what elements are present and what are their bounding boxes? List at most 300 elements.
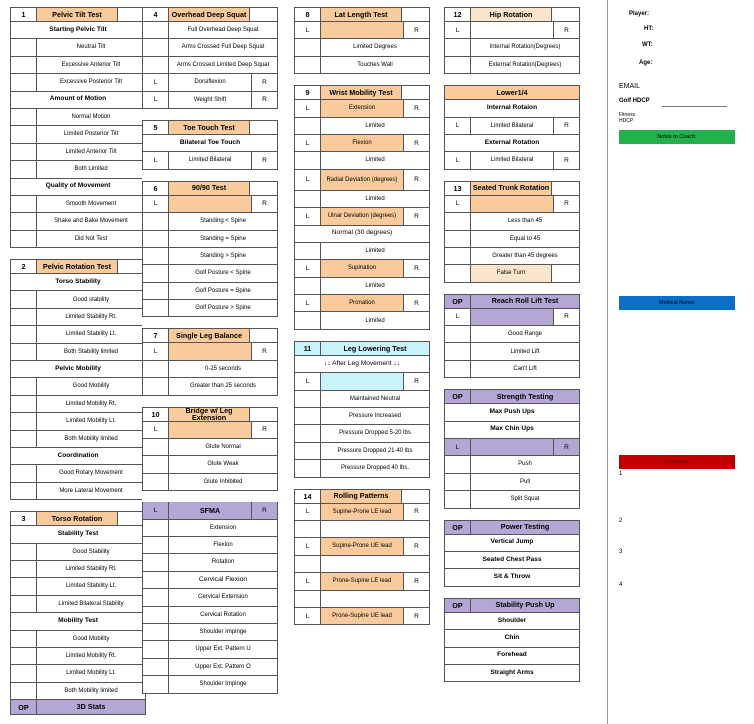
checkbox[interactable] xyxy=(445,326,471,342)
left-right-row xyxy=(444,309,580,326)
exercise-number-1: 1 xyxy=(619,471,623,477)
exercises-bar[interactable]: Exercises: xyxy=(619,455,735,469)
pressure-increased-option[interactable] xyxy=(294,408,430,425)
weight-label: WT: xyxy=(642,42,653,48)
checkbox[interactable] xyxy=(295,443,321,459)
bilateral-toe-touch-label: Bilateral Toe Touch xyxy=(179,138,241,146)
checkbox[interactable] xyxy=(11,431,37,447)
right-side-box[interactable]: R xyxy=(403,573,429,589)
checkbox[interactable] xyxy=(11,544,37,560)
checkbox[interactable] xyxy=(445,491,471,507)
checkbox[interactable] xyxy=(143,39,169,55)
limited-mobility-rt-option[interactable] xyxy=(10,396,146,413)
maintained-neutral-option[interactable] xyxy=(294,391,430,408)
left-side-box[interactable]: L xyxy=(295,260,321,276)
right-side-box[interactable]: R xyxy=(403,170,429,190)
blank-label xyxy=(169,196,251,212)
left-side-box[interactable]: L xyxy=(143,343,169,359)
right-side-box[interactable]: R xyxy=(403,22,429,38)
right-side-box[interactable]: R xyxy=(251,92,277,108)
blank-label xyxy=(321,373,403,389)
lat-length-test-label: Lat Length Test xyxy=(321,8,402,21)
left-side-box[interactable]: L xyxy=(143,196,169,212)
limited-option[interactable] xyxy=(294,243,430,260)
smooth-movement-option[interactable] xyxy=(10,196,146,213)
limited-option[interactable] xyxy=(294,118,430,135)
section-gap xyxy=(444,509,580,520)
checkbox[interactable] xyxy=(11,378,37,394)
quality-of-movement-row xyxy=(10,179,146,196)
checkbox[interactable] xyxy=(295,556,321,572)
limited-stability-lt-option[interactable] xyxy=(10,578,146,595)
section-number: 2 xyxy=(11,260,37,273)
right-side-box[interactable]: R xyxy=(403,100,429,116)
right-side-box[interactable]: R xyxy=(553,196,579,212)
did-not-test-option[interactable] xyxy=(10,231,146,248)
standing-spine-option[interactable] xyxy=(142,231,278,248)
extension-option[interactable] xyxy=(142,520,278,537)
checkbox[interactable] xyxy=(143,361,169,377)
left-right-row xyxy=(294,373,430,390)
shake-and-bake-movement-option[interactable] xyxy=(10,213,146,230)
limited-option[interactable] xyxy=(294,152,430,169)
full-overhead-deep-squat-option[interactable] xyxy=(142,22,278,39)
touches-wall-label: Touches Wall xyxy=(357,61,393,68)
limited-posterior-tilt-option[interactable] xyxy=(10,126,146,143)
checkbox[interactable] xyxy=(143,456,169,472)
checkbox[interactable] xyxy=(295,425,321,441)
left-side-box[interactable]: L xyxy=(143,92,169,108)
checkbox[interactable] xyxy=(295,118,321,134)
both-mobility-limited-option[interactable] xyxy=(10,683,146,700)
checkbox[interactable] xyxy=(295,191,321,207)
arms-crossed-full-deep-squat-label: Arms Crossed Full Deep Squat xyxy=(181,44,265,51)
checkbox[interactable] xyxy=(11,396,37,412)
checkbox[interactable] xyxy=(11,683,37,699)
excessive-anterior-tilt-option[interactable] xyxy=(10,57,146,74)
pressure-dropped-5-20-lbs-option[interactable] xyxy=(294,425,430,442)
coordination-label: Coordination xyxy=(57,451,99,459)
blank-option[interactable] xyxy=(294,591,430,608)
standing-spine-label: Standing > Spine xyxy=(200,252,246,259)
checkbox[interactable] xyxy=(11,309,37,325)
blank-option[interactable] xyxy=(294,556,430,573)
left-side-box[interactable]: L xyxy=(445,309,471,325)
checkbox[interactable] xyxy=(143,641,169,657)
checkbox[interactable] xyxy=(445,361,471,377)
golf-posture-spine-label: Golf Posture = Spine xyxy=(195,287,251,294)
right-side-box[interactable]: R xyxy=(553,118,579,134)
checkbox[interactable] xyxy=(143,676,169,692)
height-label: HT: xyxy=(644,26,654,32)
left-side-box[interactable]: L xyxy=(295,170,321,190)
torso-rotation-label: Torso Rotation xyxy=(37,512,118,525)
right-side-box[interactable]: R xyxy=(553,152,579,168)
checkbox[interactable] xyxy=(11,213,37,229)
limited-stability-rt-option[interactable] xyxy=(10,561,146,578)
section-number: 3 xyxy=(11,512,37,525)
left-side-box[interactable]: L xyxy=(295,208,321,224)
leg-lowering-test-header xyxy=(294,341,430,356)
standing-spine-option[interactable] xyxy=(142,213,278,230)
seated-chest-pass-label: Seated Chest Pass xyxy=(482,555,542,563)
right-side-box[interactable]: R xyxy=(251,422,277,438)
90-90-test-header xyxy=(142,181,278,196)
section-gap xyxy=(294,330,430,341)
left-side-box[interactable]: L xyxy=(445,22,471,38)
right-side-box[interactable]: R xyxy=(403,608,429,624)
checkbox[interactable] xyxy=(11,648,37,664)
pronation-row xyxy=(294,295,430,312)
limited-option[interactable] xyxy=(294,191,430,208)
right-side-box[interactable]: R xyxy=(251,502,277,518)
right-side-box[interactable]: R xyxy=(403,538,429,554)
right-side-box[interactable]: R xyxy=(403,373,429,389)
supine-prone-ue-lead-label: Supine-Prone UE lead xyxy=(321,538,403,554)
hip-rotation-header xyxy=(444,7,580,22)
good-mobility-label: Good Mobility xyxy=(72,383,110,390)
checkbox[interactable] xyxy=(295,391,321,407)
stability-test-row xyxy=(10,526,146,543)
internal-rotation-degrees-option[interactable] xyxy=(444,39,580,56)
can-t-lift-label: Can't Lift xyxy=(513,365,537,372)
checkbox[interactable] xyxy=(11,74,37,90)
good-mobility-option[interactable] xyxy=(10,631,146,648)
checkbox[interactable] xyxy=(11,326,37,342)
left-right-row xyxy=(142,196,278,213)
cervical-flexion-label: Cervical Flexion xyxy=(198,576,248,584)
checkbox[interactable] xyxy=(11,596,37,612)
pelvic-rotation-test-header xyxy=(10,259,146,274)
left-right-row xyxy=(444,196,580,213)
standing-spine-option[interactable] xyxy=(142,248,278,265)
left-side-box[interactable]: L xyxy=(143,152,169,168)
checkbox[interactable] xyxy=(445,39,471,55)
checkbox[interactable] xyxy=(11,126,37,142)
checkbox[interactable] xyxy=(143,659,169,675)
equal-to-45-option[interactable] xyxy=(444,231,580,248)
split-squat-option[interactable] xyxy=(444,491,580,508)
checkbox[interactable] xyxy=(11,196,37,212)
section-number: 9 xyxy=(295,86,321,99)
checkbox[interactable] xyxy=(143,300,169,316)
arms-crossed-limited-deep-squat-option[interactable] xyxy=(142,57,278,74)
limited-degrees-option[interactable] xyxy=(294,39,430,56)
checkbox[interactable] xyxy=(11,578,37,594)
checkbox[interactable] xyxy=(143,589,169,605)
limited-bilateral-stability-option[interactable] xyxy=(10,596,146,613)
shoulder-impinge-label: Shoulder Impinge xyxy=(199,628,247,635)
both-mobility-limited-label: Both Mobility limited xyxy=(64,435,118,442)
checkbox[interactable] xyxy=(295,39,321,55)
good-stability-label: Good stability xyxy=(72,296,110,303)
limited-stability-lt-label: Limited Stability Lt. xyxy=(65,583,117,590)
shoulder-impinge-option[interactable] xyxy=(142,676,278,693)
left-side-box[interactable]: L xyxy=(445,196,471,212)
external-rotation-degrees-option[interactable] xyxy=(444,57,580,74)
left-right-row xyxy=(294,22,430,39)
upper-ext-pattern-o-label: Upper Ext. Pattern O xyxy=(195,663,251,670)
amount-of-motion-row xyxy=(10,92,146,109)
checkbox[interactable] xyxy=(143,537,169,553)
external-rotation-row xyxy=(444,135,580,152)
good-mobility-option[interactable] xyxy=(10,378,146,395)
checkbox[interactable] xyxy=(11,561,37,577)
blank-label xyxy=(169,343,251,359)
ulnar-deviation-degrees-row xyxy=(294,208,430,225)
golf-posture-spine-option[interactable] xyxy=(142,265,278,282)
full-overhead-deep-squat-label: Full Overhead Deep Squat xyxy=(187,27,259,34)
more-lateral-movement-option[interactable] xyxy=(10,483,146,500)
checkbox[interactable] xyxy=(11,109,37,125)
did-not-test-label: Did Not Test xyxy=(74,235,108,242)
glute-normal-option[interactable] xyxy=(142,439,278,456)
checkbox[interactable] xyxy=(143,607,169,623)
both-stability-limited-option[interactable] xyxy=(10,344,146,361)
wrist-mobility-test-label: Wrist Mobility Test xyxy=(321,86,402,99)
prone-supine-ue-lead-row xyxy=(294,608,430,625)
0-25-seconds-option[interactable] xyxy=(142,361,278,378)
good-mobility-label: Good Mobility xyxy=(72,635,110,642)
checkbox[interactable] xyxy=(295,57,321,73)
left-side-box[interactable]: L xyxy=(445,118,471,134)
checkbox[interactable] xyxy=(11,57,37,73)
section-number: 10 xyxy=(143,408,169,421)
right-side-box[interactable]: R xyxy=(403,295,429,311)
checkbox[interactable] xyxy=(11,465,37,481)
flexion-option[interactable] xyxy=(142,537,278,554)
checkbox[interactable] xyxy=(11,631,37,647)
glute-weak-option[interactable] xyxy=(142,456,278,473)
right-side-box[interactable]: R xyxy=(251,196,277,212)
cervical-flexion-option[interactable] xyxy=(142,572,278,589)
checkbox[interactable] xyxy=(295,591,321,607)
glute-inhibited-option[interactable] xyxy=(142,474,278,491)
extension-row xyxy=(294,100,430,117)
good-stability-option[interactable] xyxy=(10,544,146,561)
checkbox[interactable] xyxy=(143,554,169,570)
good-rotary-movement-option[interactable] xyxy=(10,465,146,482)
limited-mobility-rt-option[interactable] xyxy=(10,648,146,665)
standing-spine-label: Standing = Spine xyxy=(200,235,246,242)
power-testing-label: Power Testing xyxy=(500,522,550,532)
excessive-posterior-tilt-option[interactable] xyxy=(10,74,146,91)
pull-option[interactable] xyxy=(444,474,580,491)
equal-to-45-label: Equal to 45 xyxy=(509,235,541,242)
left-side-box[interactable]: L xyxy=(295,608,321,624)
checkbox[interactable] xyxy=(11,483,37,499)
internal-rotaion-row xyxy=(444,100,580,117)
excessive-posterior-tilt-label: Excessive Posterior Tilt xyxy=(59,79,123,86)
dorsiflexion-row xyxy=(142,74,278,91)
3d-stats-label: 3D Stats xyxy=(76,702,106,712)
checkbox[interactable] xyxy=(11,39,37,55)
checkbox[interactable] xyxy=(295,278,321,294)
upper-ext-pattern-u-label: Upper Ext. Pattern U xyxy=(195,646,251,653)
checkbox[interactable] xyxy=(143,283,169,299)
left-side-box[interactable]: L xyxy=(143,502,169,518)
good-stability-option[interactable] xyxy=(10,291,146,308)
checkbox[interactable] xyxy=(143,439,169,455)
exercise-number-2: 2 xyxy=(619,518,623,524)
right-side-box[interactable]: R xyxy=(553,439,579,455)
left-right-row xyxy=(444,22,580,39)
checkbox[interactable] xyxy=(11,161,37,177)
radial-deviation-degrees-label: Radial Deviation (degrees) xyxy=(321,170,403,190)
both-mobility-limited-option[interactable] xyxy=(10,431,146,448)
push-option[interactable] xyxy=(444,456,580,473)
section-gap xyxy=(142,491,278,502)
section-number: 14 xyxy=(295,490,321,503)
good-range-option[interactable] xyxy=(444,326,580,343)
checkbox[interactable] xyxy=(295,243,321,259)
weight-shift-label: Weight Shift xyxy=(193,96,227,103)
upper-ext-pattern-u-option[interactable] xyxy=(142,641,278,658)
limited-bilateral-label: Limited Bilateral xyxy=(188,157,232,164)
golf-posture-spine-option[interactable] xyxy=(142,300,278,317)
upper-ext-pattern-o-option[interactable] xyxy=(142,659,278,676)
left-side-box[interactable]: L xyxy=(295,373,321,389)
checkbox[interactable] xyxy=(11,413,37,429)
section-gap xyxy=(444,378,580,389)
pressure-dropped-40-lbs-option[interactable] xyxy=(294,460,430,477)
cervical-extension-option[interactable] xyxy=(142,589,278,606)
right-side-box[interactable]: R xyxy=(403,260,429,276)
can-t-lift-option[interactable] xyxy=(444,361,580,378)
limited-mobility-lt-option[interactable] xyxy=(10,665,146,682)
left-side-box[interactable]: L xyxy=(295,295,321,311)
left-side-box[interactable]: L xyxy=(295,135,321,151)
checkbox[interactable] xyxy=(445,248,471,264)
section-gap xyxy=(294,478,430,489)
checkbox[interactable] xyxy=(445,265,471,281)
bridge-w-leg-extension-header xyxy=(142,407,278,422)
shoulder-impinge-option[interactable] xyxy=(142,624,278,641)
checkbox[interactable] xyxy=(143,378,169,394)
limited-mobility-lt-option[interactable] xyxy=(10,413,146,430)
cervical-extension-label: Cervical Extension xyxy=(198,594,248,601)
pressure-dropped-21-40-lbs-option[interactable] xyxy=(294,443,430,460)
right-side-box[interactable]: R xyxy=(251,74,277,90)
limited-lift-option[interactable] xyxy=(444,343,580,360)
right-side-box[interactable]: R xyxy=(251,343,277,359)
limited-label: Limited xyxy=(365,282,385,289)
checkbox[interactable] xyxy=(143,474,169,490)
shoulder-impinge-label: Shoulder Impinge xyxy=(199,681,247,688)
checkbox[interactable] xyxy=(295,152,321,168)
limited-option[interactable] xyxy=(294,312,430,329)
golf-posture-spine-option[interactable] xyxy=(142,283,278,300)
checkbox[interactable] xyxy=(143,572,169,588)
limited-anterior-tilt-option[interactable] xyxy=(10,144,146,161)
limited-mobility-rt-label: Limited Mobility Rt. xyxy=(65,400,117,407)
checkbox[interactable] xyxy=(143,231,169,247)
left-side-box[interactable]: L xyxy=(445,439,471,455)
stability-test-label: Stability Test xyxy=(57,529,99,537)
stability-push-up-header xyxy=(444,598,580,613)
checkbox[interactable] xyxy=(11,344,37,360)
checkbox[interactable] xyxy=(295,460,321,476)
checkbox[interactable] xyxy=(295,521,321,537)
checkbox[interactable] xyxy=(11,144,37,160)
checkbox[interactable] xyxy=(295,408,321,424)
limited-stability-lt-label: Limited Stability Lt. xyxy=(65,331,117,338)
checkbox[interactable] xyxy=(445,456,471,472)
touches-wall-option[interactable] xyxy=(294,57,430,74)
cervical-rotation-label: Cervical Rotation xyxy=(200,611,246,618)
rotation-option[interactable] xyxy=(142,554,278,571)
radial-deviation-degrees-row xyxy=(294,170,430,191)
checkbox[interactable] xyxy=(445,474,471,490)
false-turn-option[interactable] xyxy=(444,265,580,282)
right-side-box[interactable]: R xyxy=(403,135,429,151)
limited-stability-rt-option[interactable] xyxy=(10,309,146,326)
less-than-45-option[interactable] xyxy=(444,213,580,230)
right-side-box[interactable]: R xyxy=(403,208,429,224)
checkbox[interactable] xyxy=(11,665,37,681)
left-side-box[interactable]: L xyxy=(445,152,471,168)
checkbox[interactable] xyxy=(143,213,169,229)
chin-label: Chin xyxy=(504,633,520,641)
left-side-box[interactable]: L xyxy=(295,538,321,554)
sit-throw-label: Sit & Throw xyxy=(493,573,531,581)
section-gap xyxy=(444,74,580,85)
arms-crossed-full-deep-squat-option[interactable] xyxy=(142,39,278,56)
checkbox[interactable] xyxy=(143,624,169,640)
neutral-tilt-option[interactable] xyxy=(10,39,146,56)
left-side-box[interactable]: L xyxy=(143,422,169,438)
both-limited-option[interactable] xyxy=(10,161,146,178)
limited-stability-lt-option[interactable] xyxy=(10,326,146,343)
checkbox[interactable] xyxy=(143,22,169,38)
right-side-box[interactable]: R xyxy=(403,504,429,520)
normal-motion-option[interactable] xyxy=(10,109,146,126)
checkbox[interactable] xyxy=(143,248,169,264)
checkbox[interactable] xyxy=(143,520,169,536)
checkbox[interactable] xyxy=(445,213,471,229)
checkbox[interactable] xyxy=(143,57,169,73)
checkbox[interactable] xyxy=(445,57,471,73)
checkbox[interactable] xyxy=(11,291,37,307)
blank-option[interactable] xyxy=(294,521,430,538)
right-side-box[interactable]: R xyxy=(553,22,579,38)
checkbox[interactable] xyxy=(143,265,169,281)
cervical-rotation-option[interactable] xyxy=(142,607,278,624)
limited-option[interactable] xyxy=(294,278,430,295)
overhead-deep-squat-header xyxy=(142,7,278,22)
limited-label: Limited xyxy=(365,195,385,202)
left-side-box[interactable]: L xyxy=(295,573,321,589)
after-leg-movement-row xyxy=(294,356,430,373)
right-side-box[interactable]: R xyxy=(553,309,579,325)
limited-mobility-lt-label: Limited Mobility Lt. xyxy=(66,418,116,425)
single-leg-balance-header xyxy=(142,328,278,343)
greater-than-45-degrees-option[interactable] xyxy=(444,248,580,265)
checkbox[interactable] xyxy=(11,231,37,247)
medical-notes-bar[interactable]: Medical Notes: xyxy=(619,296,735,310)
left-side-box[interactable]: L xyxy=(295,22,321,38)
checkbox[interactable] xyxy=(445,231,471,247)
left-side-box[interactable]: L xyxy=(143,74,169,90)
left-side-box[interactable]: L xyxy=(295,100,321,116)
checkbox[interactable] xyxy=(295,312,321,328)
checkbox[interactable] xyxy=(445,343,471,359)
quality-of-movement-label: Quality of Movement xyxy=(45,182,111,190)
left-side-box[interactable]: L xyxy=(295,504,321,520)
right-side-box[interactable]: R xyxy=(251,152,277,168)
notes-to-coach-bar[interactable]: Notes to Coach: xyxy=(619,130,735,144)
greater-than-25-seconds-option[interactable] xyxy=(142,378,278,395)
